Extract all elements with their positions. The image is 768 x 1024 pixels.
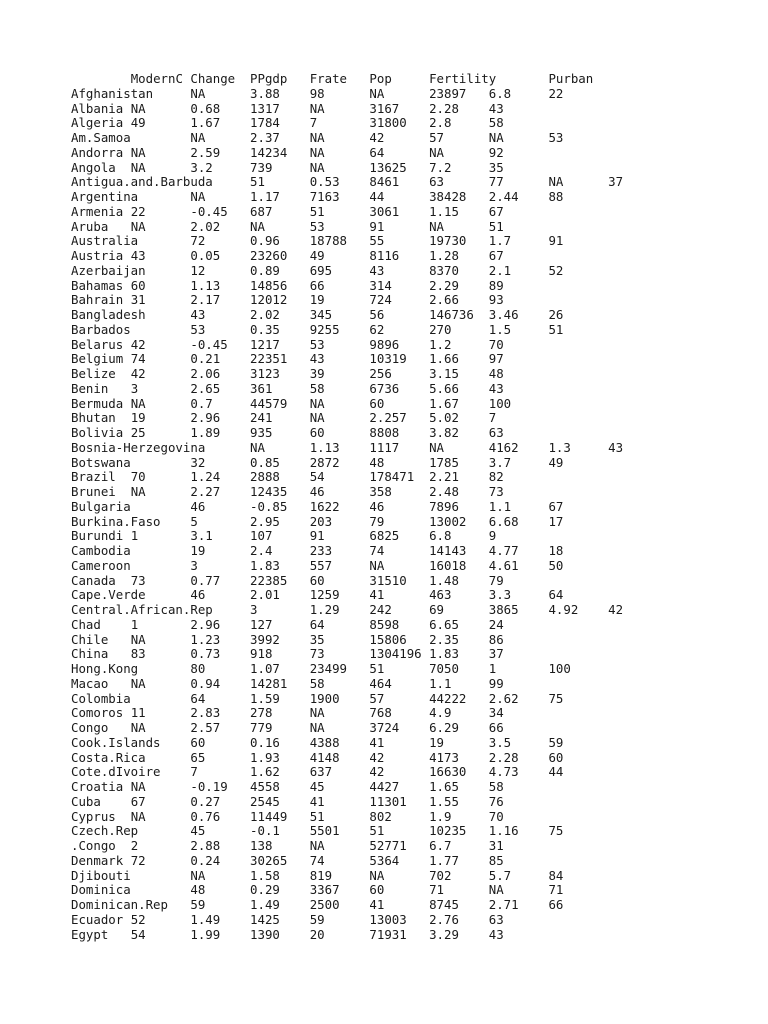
table-row: Armenia 22 -0.45 687 51 3061 1.15 67 [71,203,504,219]
table-row: Belgium 74 0.21 22351 43 10319 1.66 97 [71,351,504,367]
table-row: Brazil 70 1.24 2888 54 178471 2.21 82 [71,469,504,485]
table-row: Cambodia 19 2.4 233 74 14143 4.77 18 [71,543,564,558]
table-row: Aruba NA 2.02 NA 53 91 NA 51 [71,218,504,234]
table-row: Chad 1 2.96 127 64 8598 6.65 24 [71,616,504,632]
table-row: China 83 0.73 918 73 1304196 1.83 37 [71,646,504,662]
table-row: Bulgaria 46 -0.85 1622 46 7896 1.1 67 [71,498,564,514]
table-row: Argentina NA 1.17 7163 44 38428 2.44 88 [71,189,564,204]
table-row: Hong.Kong 80 1.07 23499 51 7050 1 100 [71,661,571,676]
table-row: Czech.Rep 45 -0.1 5501 51 10235 1.16 75 [71,823,564,839]
table-row: Botswana 32 0.85 2872 48 1785 3.7 49 [71,454,564,470]
table-row: Bolivia 25 1.89 935 60 8808 3.82 63 [71,425,504,440]
table-row: Macao NA 0.94 14281 58 464 1.1 99 [71,675,504,691]
table-row: Andorra NA 2.59 14234 NA 64 NA 92 [71,144,504,160]
table-row: Comoros 11 2.83 278 NA 768 4.9 34 [71,705,504,721]
table-row: Dominican.Rep 59 1.49 2500 41 8745 2.71 66 [71,897,564,912]
table-row: Cameroon 3 1.83 557 NA 16018 4.61 50 [71,557,564,573]
table-row: Afghanistan NA 3.88 98 NA 23897 6.8 22 [71,85,564,101]
table-row: Congo NA 2.57 779 NA 3724 6.29 66 [71,720,504,735]
table-row: Bermuda NA 0.7 44579 NA 60 1.67 100 [71,395,512,411]
table-row: Denmark 72 0.24 30265 74 5364 1.77 85 [71,852,504,868]
table-row: Angola NA 3.2 739 NA 13625 7.2 35 [71,159,504,175]
table-row: Antigua.and.Barbuda 51 0.53 8461 63 77 NA 37 [71,174,624,190]
table-row: Am.Samoa NA 2.37 NA 42 57 NA 53 [71,130,564,145]
table-row: Barbados 53 0.35 9255 62 270 1.5 51 [71,321,564,337]
table-row: Brunei NA 2.27 12435 46 358 2.48 73 [71,484,504,499]
table-row: Cuba 67 0.27 2545 41 11301 1.55 76 [71,793,504,809]
table-row: Belarus 42 -0.45 1217 53 9896 1.2 70 [71,336,504,352]
table-row: Djibouti NA 1.58 819 NA 702 5.7 84 [71,867,564,883]
table-row: Azerbaijan 12 0.89 695 43 8370 2.1 52 [71,262,564,278]
table-row: Costa.Rica 65 1.93 4148 42 4173 2.28 60 [71,749,564,765]
table-row: .Congo 2 2.88 138 NA 52771 6.7 31 [71,838,504,853]
table-row: Dominica 48 0.29 3367 60 71 NA 71 [71,882,564,898]
table-row: Canada 73 0.77 22385 60 31510 1.48 79 [71,572,504,588]
table-row: Chile NA 1.23 3992 35 15806 2.35 86 [71,631,504,647]
table-row: Albania NA 0.68 1317 NA 3167 2.28 43 [71,100,504,116]
table-row: Bahrain 31 2.17 12012 19 724 2.66 93 [71,292,504,308]
table-header-row: ModernC Change PPgdp Frate Pop Fertility Purban [71,71,594,86]
table-row: Croatia NA -0.19 4558 45 4427 1.65 58 [71,779,504,794]
table-row: Cook.Islands 60 0.16 4388 41 19 3.5 59 [71,734,564,750]
table-row: Central.African.Rep 3 1.29 242 69 3865 4.92 42 [71,602,624,617]
table-row: Algeria 49 1.67 1784 7 31800 2.8 58 [71,115,504,131]
table-row: Austria 43 0.05 23260 49 8116 1.28 67 [71,248,504,263]
table-row: Bosnia-Herzegovina NA 1.13 1117 NA 4162 1.3 43 [71,439,624,455]
table-row: Cote.dIvoire 7 1.62 637 42 16630 4.73 44 [71,764,564,780]
table-row: Ecuador 52 1.49 1425 59 13003 2.76 63 [71,911,504,927]
table-row: Cape.Verde 46 2.01 1259 41 463 3.3 64 [71,587,564,603]
table-row: Bahamas 60 1.13 14856 66 314 2.29 89 [71,277,504,293]
table-row: Benin 3 2.65 361 58 6736 5.66 43 [71,380,504,396]
table-row: Belize 42 2.06 3123 39 256 3.15 48 [71,366,504,381]
data-table-text [71,72,623,942]
table-row: Colombia 64 1.59 1900 57 44222 2.62 75 [71,690,564,706]
table-row: Bangladesh 43 2.02 345 56 146736 3.46 26 [71,307,564,322]
table-row: Cyprus NA 0.76 11449 51 802 1.9 70 [71,808,504,824]
table-row: Burkina.Faso 5 2.95 203 79 13002 6.68 17 [71,513,564,529]
table-row: Burundi 1 3.1 107 91 6825 6.8 9 [71,528,497,544]
table-row: Bhutan 19 2.96 241 NA 2.257 5.02 7 [71,410,497,426]
table-row: Egypt 54 1.99 1390 20 71931 3.29 43 [71,926,504,942]
table-row: Australia 72 0.96 18788 55 19730 1.7 91 [71,233,564,249]
